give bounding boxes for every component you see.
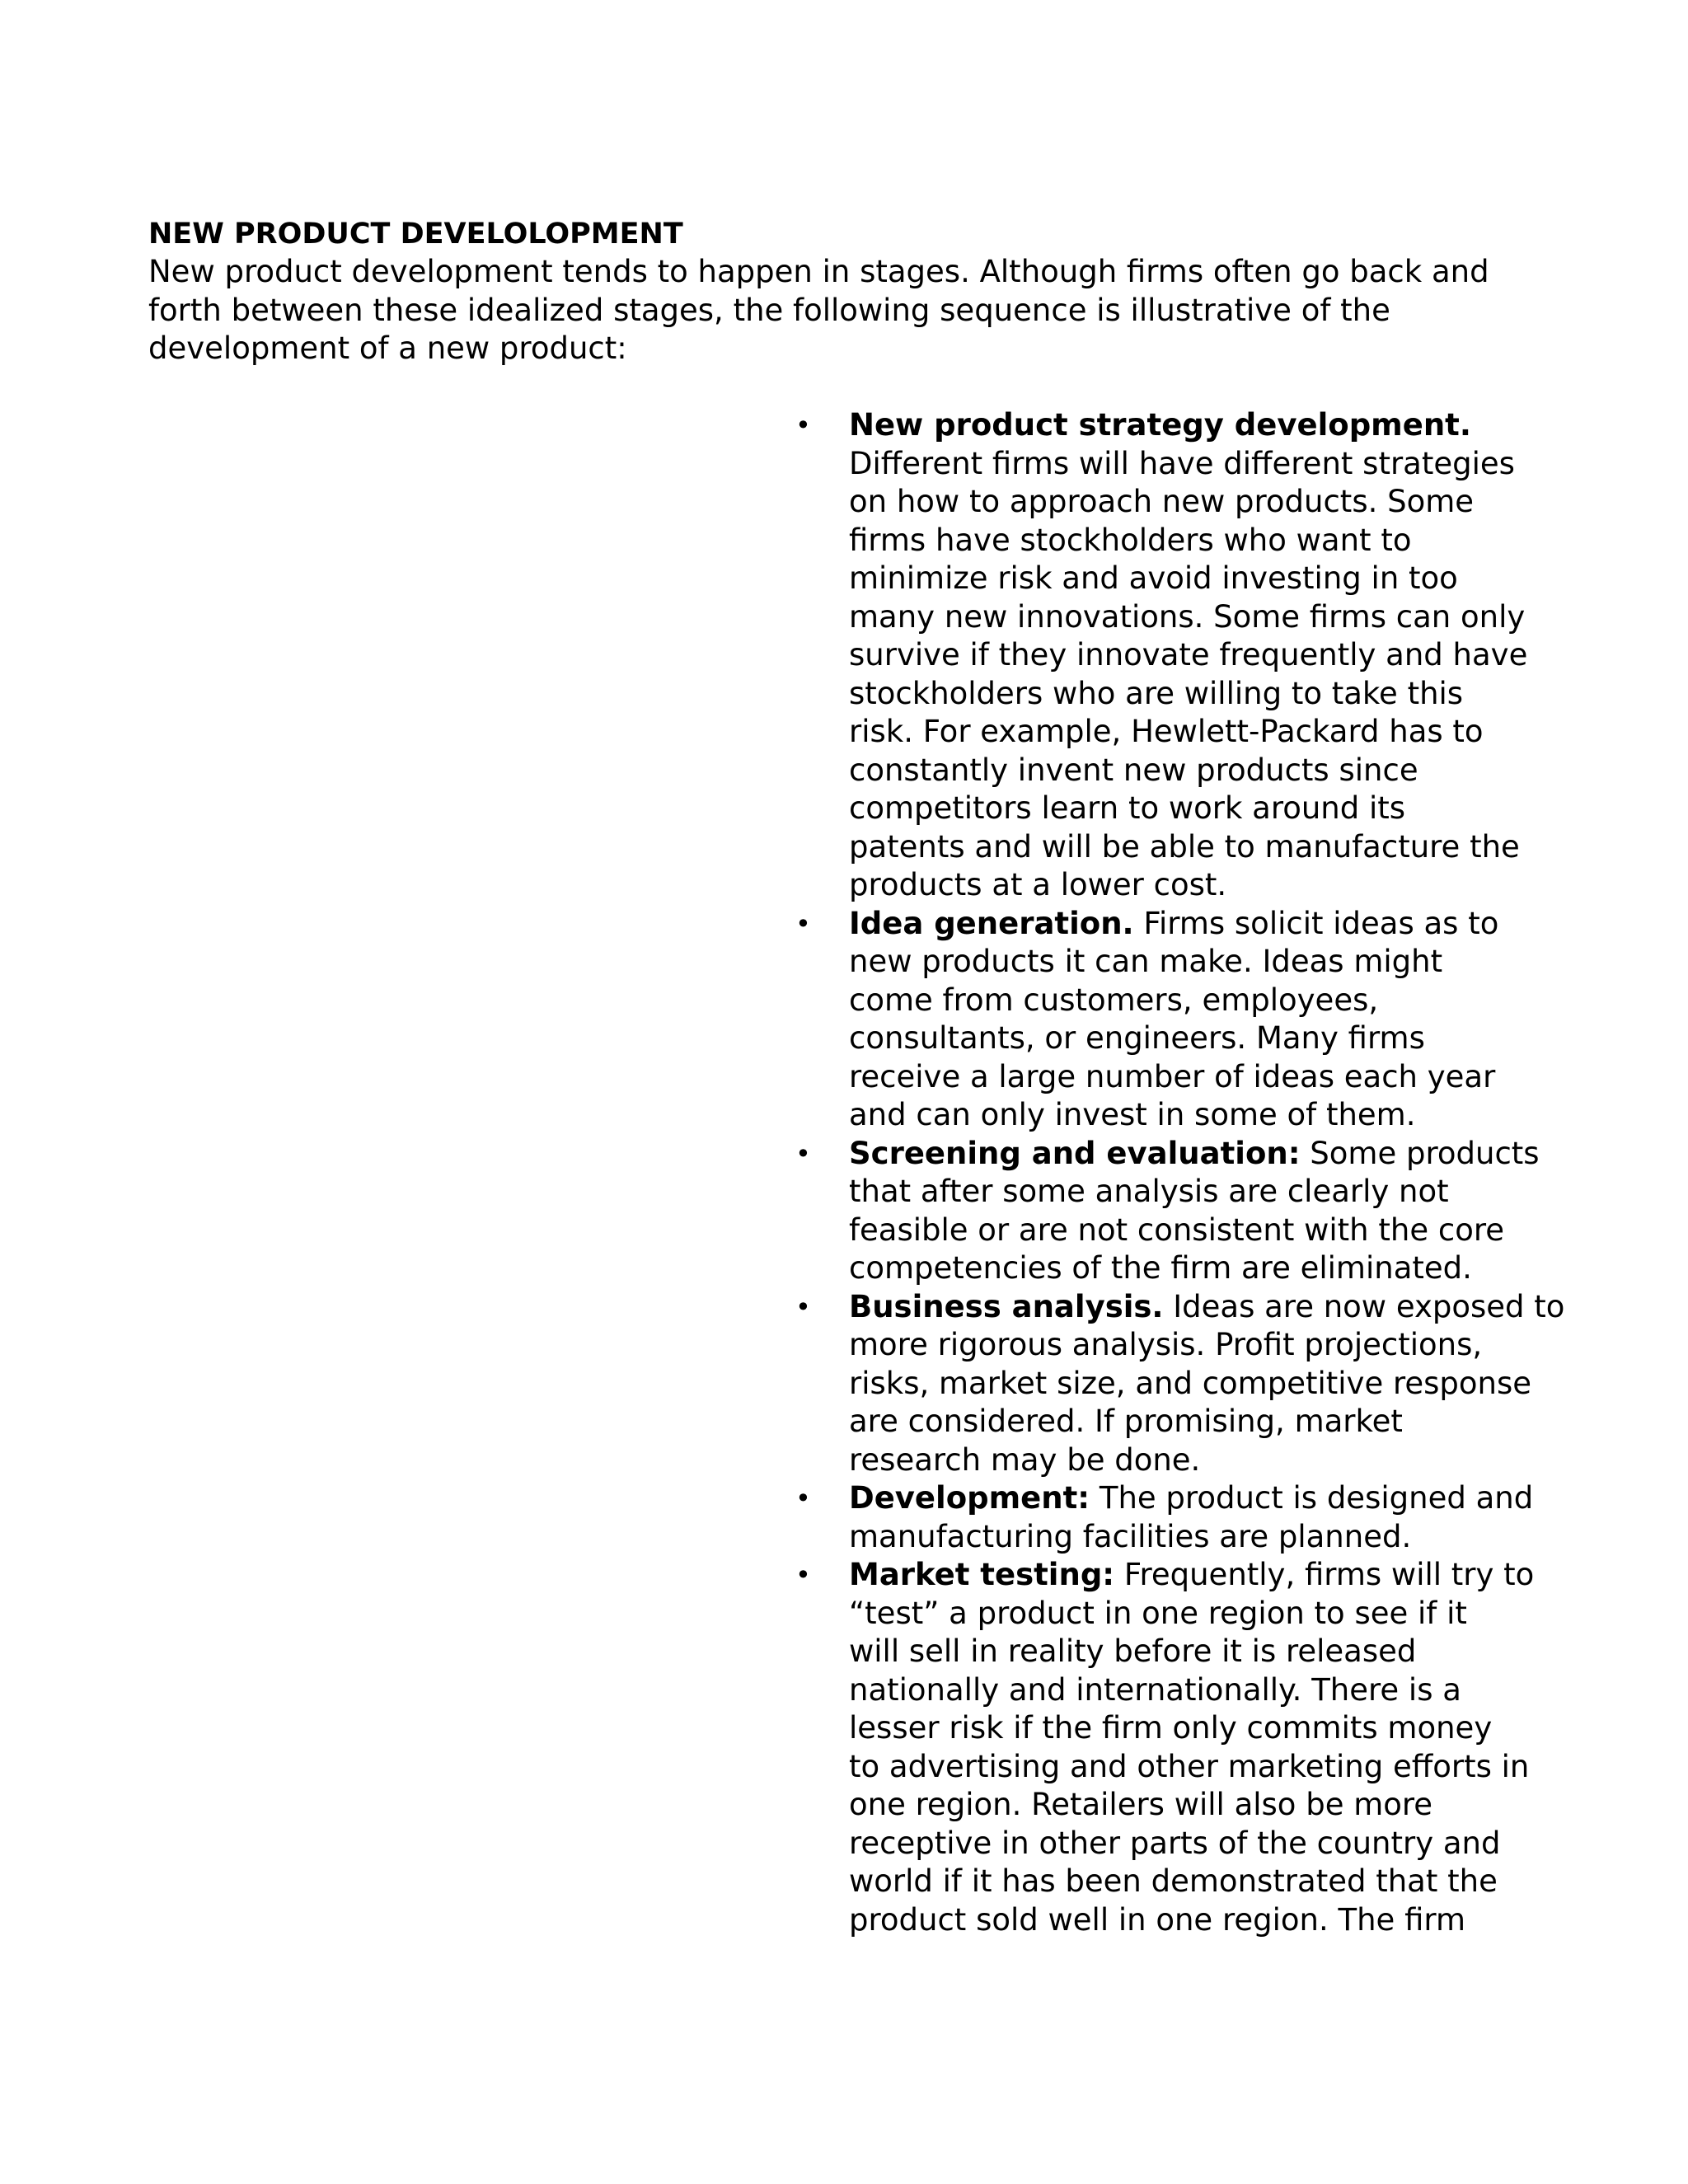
item-text: The product is designed and (1090, 1480, 1534, 1516)
item-line: stockholders who are willing to take this (849, 675, 1464, 711)
item-line: research may be done. (849, 1441, 1201, 1478)
item-line (849, 406, 1525, 445)
list-item (783, 1479, 1534, 1556)
bullet-icon: • (795, 1483, 811, 1514)
list-item (783, 1556, 1535, 1939)
item-line: more rigorous analysis. Profit projections, (849, 1327, 1483, 1362)
item-line: to advertising and other marketing efforts in (849, 1748, 1530, 1784)
intro-line: New product development tends to happen in stages. Although firms often go back and (148, 254, 1489, 289)
item-line: new products it can make. Ideas might (849, 944, 1443, 979)
item-line: survive if they innovate frequently and have (849, 637, 1528, 673)
stages-list (783, 406, 1565, 1939)
bullet-icon: • (795, 907, 811, 940)
item-line: Different firms will have different strategies (849, 445, 1515, 481)
item-line: constantly invent new products since (849, 752, 1418, 788)
item-term: Screening and evaluation: (849, 1135, 1301, 1171)
item-line: risk. For example, Hewlett-Packard has to (849, 714, 1484, 749)
item-line: minimize risk and avoid investing in too (849, 560, 1458, 596)
item-line: one region. Retailers will also be more (849, 1787, 1433, 1822)
intro-line: development of a new product: (148, 330, 627, 366)
item-line (849, 1479, 1534, 1518)
item-line (849, 1135, 1540, 1174)
item-line: competitors learn to work around its (849, 790, 1406, 826)
item-text: Ideas are now exposed to (1163, 1288, 1565, 1324)
item-term: Idea generation. (849, 905, 1134, 941)
item-line: products at a lower cost. (849, 867, 1227, 902)
item-line: will sell in reality before it is released (849, 1633, 1417, 1669)
item-line: feasible or are not consistent with the core (849, 1212, 1505, 1248)
item-line: that after some analysis are clearly not (849, 1174, 1449, 1209)
item-text: Some products (1300, 1135, 1540, 1171)
list-item (783, 1135, 1540, 1288)
item-line: lesser risk if the firm only commits money (849, 1710, 1493, 1746)
bullet-icon: • (795, 410, 811, 441)
list-item (783, 1288, 1565, 1480)
item-line: many new innovations. Some firms can only (849, 598, 1526, 635)
item-line: nationally and internationally. There is a (849, 1671, 1461, 1708)
item-line: and can only invest in some of them. (849, 1097, 1416, 1132)
item-line: manufacturing facilities are planned. (849, 1518, 1412, 1554)
item-line: come from customers, employees, (849, 982, 1379, 1018)
item-line: firms have stockholders who want to (849, 522, 1412, 558)
page-title: NEW PRODUCT DEVELOLOPMENT (148, 218, 683, 251)
item-text: Firms solicit ideas as to (1133, 905, 1499, 941)
intro-line: forth between these idealized stages, the following sequence is illustrative of the (148, 292, 1390, 328)
item-line: competencies of the firm are eliminated. (849, 1250, 1472, 1286)
item-line: are considered. If promising, market (849, 1404, 1403, 1439)
item-line: world if it has been demonstrated that the (849, 1863, 1498, 1899)
item-line: “test” a product in one region to see if it (849, 1595, 1467, 1631)
intro-paragraph (148, 253, 1489, 368)
item-line: on how to approach new products. Some (849, 484, 1475, 519)
bullet-icon: • (795, 1559, 811, 1591)
item-term: New product strategy development. (849, 407, 1471, 443)
list-item (783, 905, 1525, 1135)
item-term: Market testing: (849, 1557, 1115, 1592)
item-line (849, 1288, 1565, 1327)
item-line: product sold well in one region. The firm (849, 1901, 1465, 1938)
bullet-icon: • (795, 1291, 811, 1323)
item-text: Frequently, firms will try to (1114, 1557, 1535, 1592)
item-line (849, 905, 1525, 944)
bullet-icon: • (795, 1137, 811, 1169)
item-line: risks, market size, and competitive response (849, 1365, 1532, 1401)
item-line: receive a large number of ideas each year (849, 1058, 1496, 1094)
item-line (849, 1556, 1535, 1595)
item-line: consultants, or engineers. Many firms (849, 1020, 1425, 1056)
item-line: receptive in other parts of the country and (849, 1825, 1501, 1861)
list-item (783, 406, 1528, 905)
item-term: Business analysis. (849, 1288, 1164, 1324)
item-line: patents and will be able to manufacture the (849, 828, 1520, 865)
item-term: Development: (849, 1480, 1090, 1516)
